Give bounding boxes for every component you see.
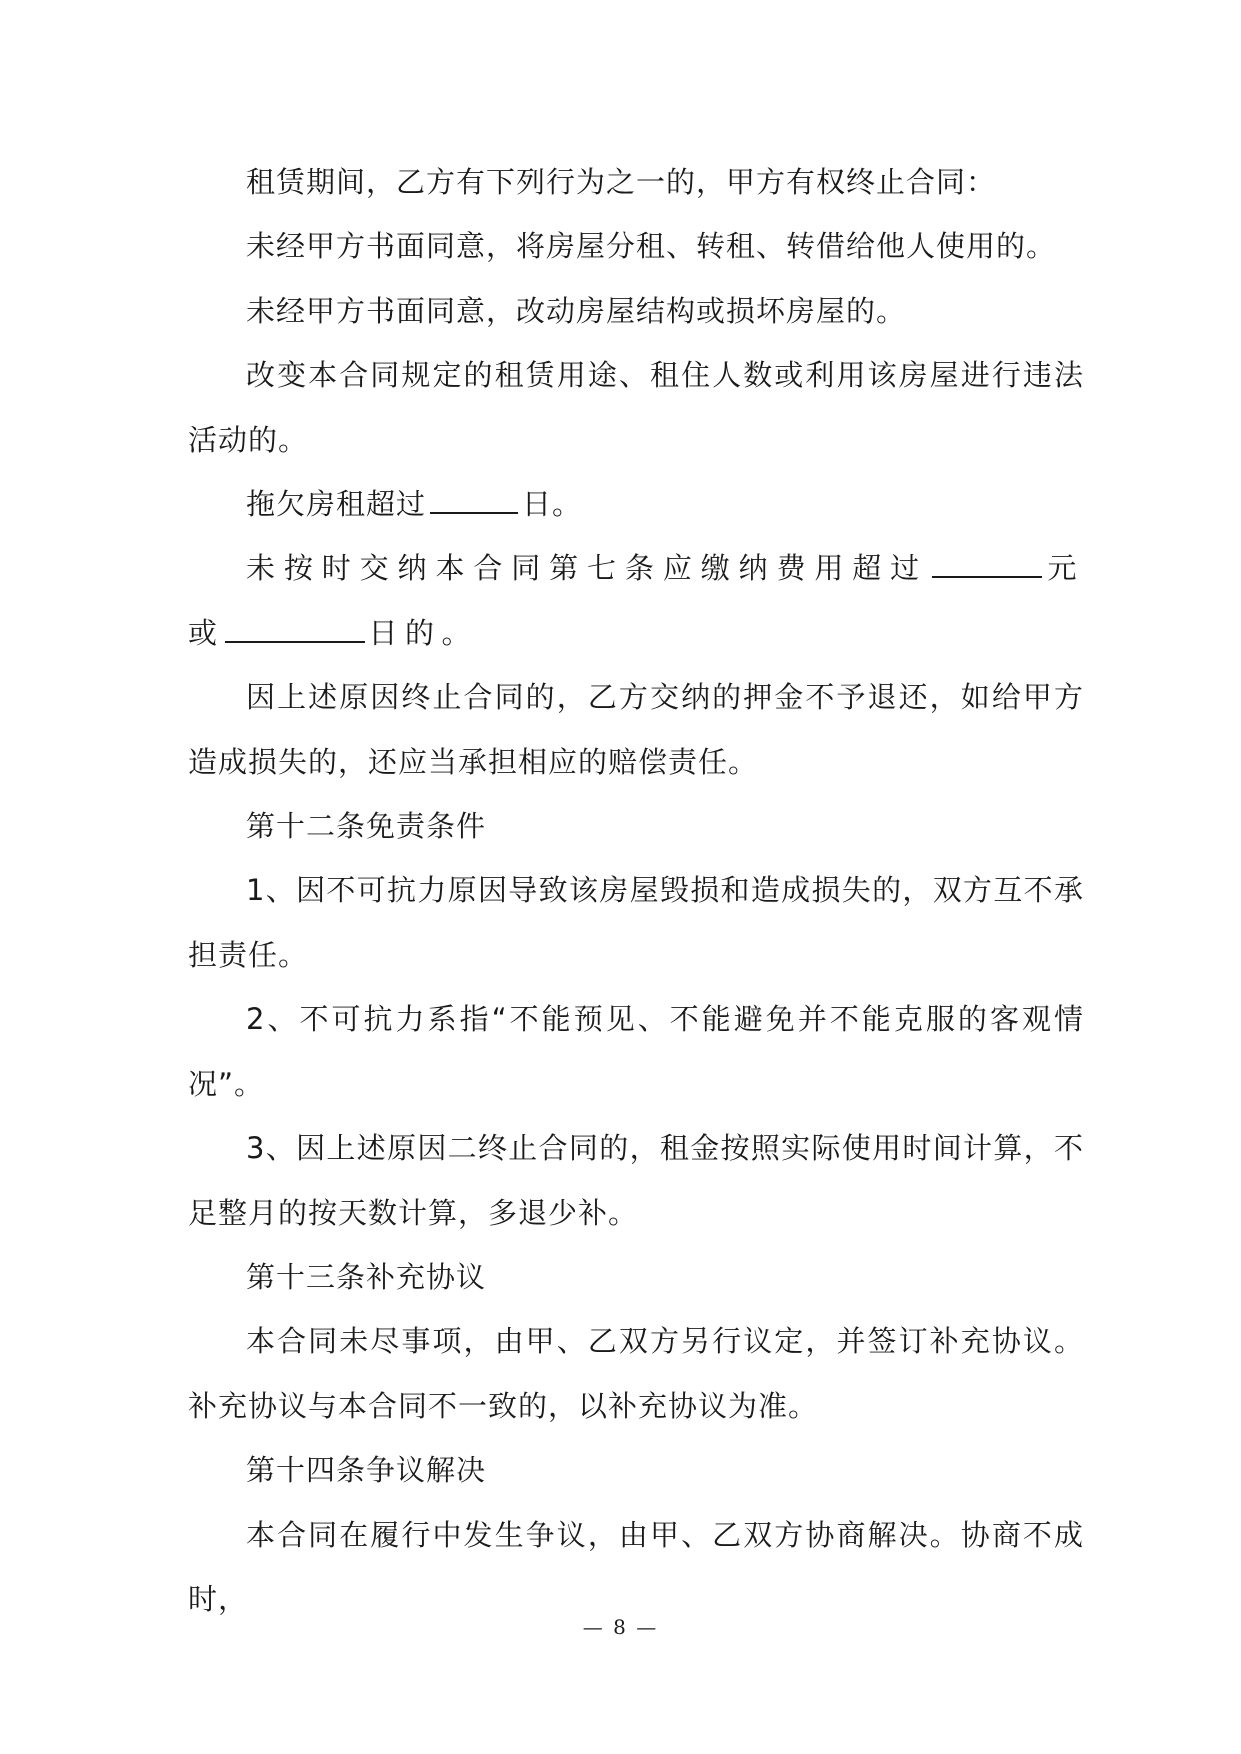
paragraph-sublease: 未经甲方书面同意，将房屋分租、转租、转借给他人使用的。 xyxy=(246,229,1057,264)
blank-days-field-2 xyxy=(225,615,365,643)
rent-overdue-suffix: 日。 xyxy=(522,487,583,522)
page-number: — 8 — xyxy=(582,1615,659,1639)
blank-days-field xyxy=(430,486,518,514)
blank-amount-field xyxy=(932,550,1042,578)
fees-overdue-suffix: 日的。 xyxy=(368,615,479,650)
fees-overdue-middle: 元或 xyxy=(188,551,1084,650)
paragraph-termination-intro: 租赁期间，乙方有下列行为之一的，甲方有权终止合同： xyxy=(246,165,997,199)
paragraph-supplement: 本合同未尽事项，由甲、乙双方另行议定，并签订补充协议。补充协议与本合同不一致的，以补充协议为准。 xyxy=(188,1324,1084,1423)
paragraph-deposit: 因上述原因终止合同的，乙方交纳的押金不予退还，如给甲方造成损失的，还应当承担相应的赔偿责任。 xyxy=(188,680,1084,779)
document-body xyxy=(188,150,1084,1631)
paragraph-illegal-use: 改变本合同规定的租赁用途、租住人数或利用该房屋进行违法活动的。 xyxy=(188,358,1084,457)
paragraph-force-majeure-3: 3、因上述原因二终止合同的，租金按照实际使用时间计算，不足整月的按天数计算，多退少补。 xyxy=(188,1131,1084,1230)
paragraph-alteration: 未经甲方书面同意，改动房屋结构或损坏房屋的。 xyxy=(246,293,907,328)
paragraph-dispute: 本合同在履行中发生争议，由甲、乙双方协商解决。协商不成时， xyxy=(188,1517,1084,1616)
rent-overdue-text: 拖欠房租超过 xyxy=(246,487,427,522)
section-heading-14: 第十四条争议解决 xyxy=(246,1453,487,1488)
paragraph-rent-overdue xyxy=(188,472,1084,536)
paragraph-fees-overdue xyxy=(188,536,1084,665)
paragraph-force-majeure-2: 2、不可抗力系指“不能预见、不能避免并不能克服的客观情况”。 xyxy=(188,1002,1084,1101)
section-heading-13: 第十三条补充协议 xyxy=(246,1259,487,1294)
paragraph-force-majeure-1: 1、因不可抗力原因导致该房屋毁损和造成损失的，双方互不承担责任。 xyxy=(188,873,1084,972)
section-heading-12: 第十二条免责条件 xyxy=(246,809,487,844)
fees-overdue-text: 未按时交纳本合同第七条应缴纳费用超过 xyxy=(246,551,929,586)
